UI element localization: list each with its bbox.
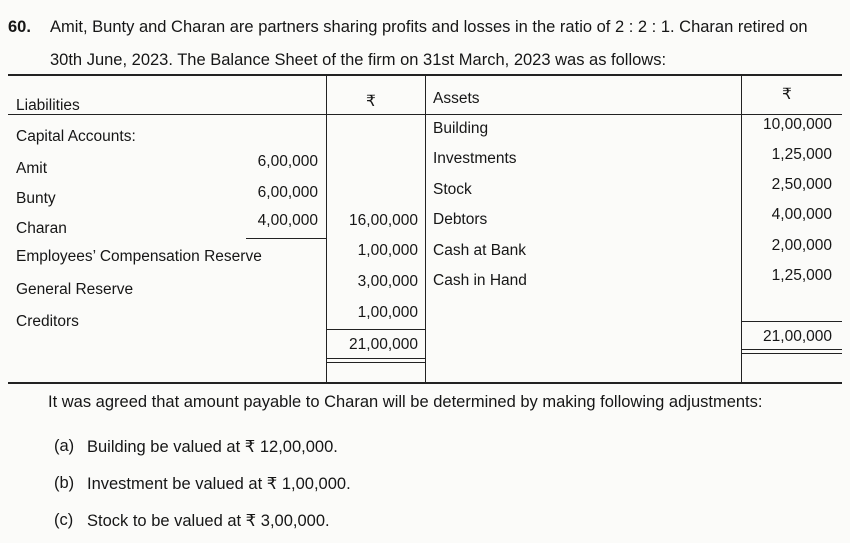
liability-label: Employees’ Compensation Reserve [16, 248, 262, 265]
asset-amount: 1,25,000 [771, 146, 832, 163]
assets-total-double-line-1 [741, 349, 842, 350]
adjustment-item-label: (b) [54, 474, 75, 492]
asset-label: Cash in Hand [433, 272, 527, 289]
table-bottom-border [8, 382, 842, 384]
adjustment-item-label: (c) [54, 511, 74, 529]
liabilities-total-double-line-2 [326, 362, 425, 363]
header-assets-rupee: ₹ [782, 86, 792, 103]
liability-label: Amit [16, 160, 47, 177]
asset-amount: 2,00,000 [771, 237, 832, 254]
liability-amount: 1,00,000 [357, 242, 418, 259]
liability-sub-amount: 4,00,000 [257, 212, 318, 229]
column-divider-assets [425, 76, 426, 382]
column-divider-asset-amount [741, 76, 742, 382]
header-assets: Assets [433, 90, 480, 107]
liabilities-total-double-line-1 [326, 358, 425, 359]
asset-amount: 1,25,000 [771, 267, 832, 284]
liability-label: Capital Accounts: [16, 128, 136, 145]
header-liabilities: Liabilities [16, 97, 80, 114]
adjustment-item-label: (a) [54, 437, 75, 455]
asset-label: Building [433, 120, 489, 137]
asset-label: Debtors [433, 211, 488, 228]
adjustment-item-text: Investment be valued at ₹ 1,00,000. [87, 475, 351, 493]
asset-label: Stock [433, 181, 472, 198]
liabilities-total-line [326, 329, 425, 330]
liability-sub-amount: 6,00,000 [257, 184, 318, 201]
liability-sub-amount: 6,00,000 [257, 153, 318, 170]
adjustments-intro: It was agreed that amount payable to Charan will be determined by making following adjustments: [48, 393, 763, 411]
assets-total-line [741, 321, 842, 322]
assets-total: 21,00,000 [763, 328, 832, 345]
asset-amount: 4,00,000 [771, 206, 832, 223]
asset-label: Cash at Bank [433, 242, 527, 259]
question-text-line-2: 30th June, 2023. The Balance Sheet of the firm on 31st March, 2023 was as follows: [50, 51, 667, 69]
assets-total-double-line-2 [741, 353, 842, 354]
liability-label: Creditors [16, 313, 79, 330]
liabilities-total: 21,00,000 [349, 336, 418, 353]
liability-label: Bunty [16, 190, 56, 207]
asset-label: Investments [433, 150, 517, 167]
adjustment-item-text: Stock to be valued at ₹ 3,00,000. [87, 512, 330, 530]
header-liabilities-rupee: ₹ [366, 93, 376, 110]
asset-amount: 10,00,000 [763, 116, 832, 133]
liability-label: General Reserve [16, 281, 134, 298]
capital-subtotal-underline [246, 238, 326, 239]
liability-label: Charan [16, 220, 67, 237]
adjustment-item-text: Building be valued at ₹ 12,00,000. [87, 438, 338, 456]
liability-amount: 1,00,000 [357, 304, 418, 321]
asset-amount: 2,50,000 [771, 176, 832, 193]
liability-amount: 3,00,000 [357, 273, 418, 290]
question-number: 60. [8, 18, 31, 36]
liability-amount: 16,00,000 [349, 212, 418, 229]
question-text-line-1: Amit, Bunty and Charan are partners sharing profits and losses in the ratio of 2 : 2 : 1. Charan retired on [50, 18, 808, 36]
column-divider-liab-amount [326, 76, 327, 382]
